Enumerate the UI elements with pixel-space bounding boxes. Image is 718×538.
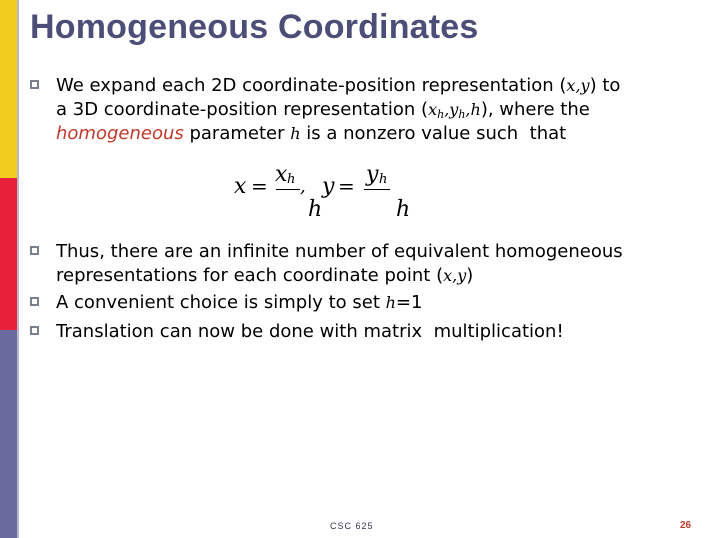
fraction-bar: [276, 189, 300, 190]
bullet-line: representations for each coordinate point (x,y): [56, 265, 474, 286]
bullet-line: homogeneous parameter h is a nonzero value such that: [56, 123, 567, 144]
bullet-line: Thus, there are an infinite number of equivalent homogeneous: [56, 241, 623, 262]
bullet-line: Translation can now be done with matrix multiplication!: [56, 321, 564, 342]
left-color-bar: [0, 0, 17, 538]
fraction-bar: [364, 189, 390, 190]
bullet-marker-icon: [30, 326, 39, 335]
vertical-divider: [17, 0, 19, 538]
bullet-line: a 3D coordinate-position representation $(x_h,y_h,h)$, where the: [56, 99, 590, 121]
homogeneous-term: homogeneous: [56, 123, 184, 144]
homogeneous-equation: x = x h h , y = y h h: [234, 162, 411, 222]
bar-red-segment: [0, 178, 17, 330]
bullet-marker-icon: [30, 80, 39, 89]
slide-title: Homogeneous Coordinates: [30, 8, 479, 46]
bar-yellow-segment: [0, 0, 17, 178]
footer-course: CSC 625: [330, 521, 374, 531]
bar-purple-segment: [0, 330, 17, 538]
page-number: 26: [680, 520, 692, 531]
bullet-line: We expand each 2D coordinate-position representation (x,y) to: [56, 75, 621, 96]
bullet-marker-icon: [30, 297, 39, 306]
bullet-line: A convenient choice is simply to set h=1: [56, 292, 423, 313]
bullet-marker-icon: [30, 246, 39, 255]
